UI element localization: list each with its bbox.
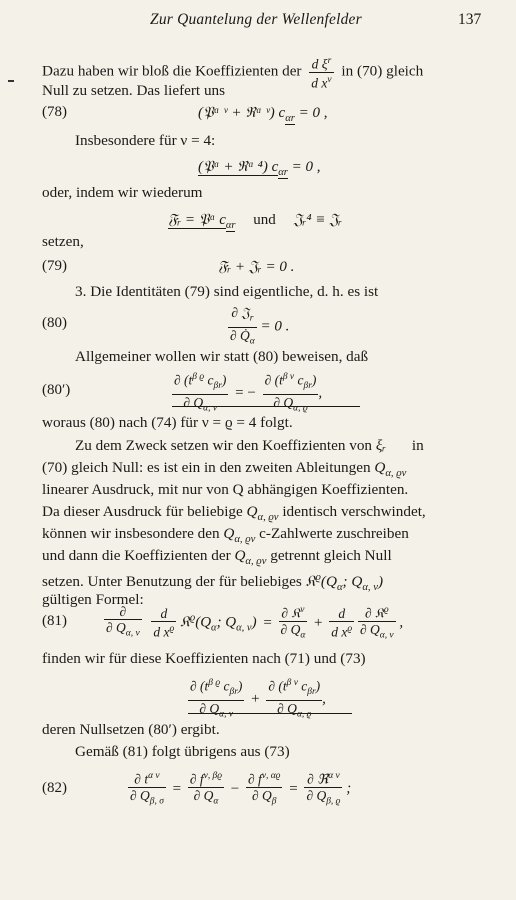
equation-number-82: (82) bbox=[42, 780, 67, 796]
text-line: setzen. Unter Benutzung der für beliebiges $𝔎^ϱ(Q_\alpha$; $Q_{\alpha, \nu}$) bbox=[42, 572, 384, 594]
text-line: finden wir für diese Koeffizienten nach (71) und (73) bbox=[42, 650, 366, 667]
text-line: gültigen Formel: bbox=[42, 591, 144, 608]
equation-82: $\frac{\partial t^{\alpha \nu}}{\partial Q_{\beta, \sigma}}$ = $\frac{\partial f^{\nu, \beta ϱ}}{\partial Q_\alpha}$ − $\frac{\partial f^{\nu, \alpha ϱ}}{\partial Q_\beta}$ = $\frac{\partial ℜ^{\alpha \nu}}{\partial Q_{\beta, ϱ}}$ ; bbox=[128, 769, 351, 809]
text-line: Gemäß (81) folgt übrigens aus (73) bbox=[75, 743, 290, 760]
text-line: setzen, bbox=[42, 233, 84, 250]
equation-79: 𝔉ᵣ + 𝔍ᵣ = 0 . bbox=[218, 259, 295, 275]
equation-number-80: (80) bbox=[42, 315, 67, 331]
running-header-title: Zur Quantelung der Wellenfelder bbox=[150, 11, 362, 28]
text-line: deren Nullsetzen (80′) ergibt. bbox=[42, 721, 220, 738]
underline-rule bbox=[172, 406, 360, 407]
text-line: linearer Ausdruck, mit nur von Q abhängigen Koeffizienten. bbox=[42, 481, 409, 498]
equation-coefficients: $\frac{\partial (t^{\beta ϱ} c_{\beta r})}{\partial Q_{\alpha, \nu}}$ + $\frac{\partial (t^{\beta \nu} c_{\beta r})}{\partial Q_{\alpha, ϱ}}$ , bbox=[188, 676, 326, 723]
text-line: und dann die Koeffizienten der $Q_{\alpha, ϱ\nu}$ getrennt gleich Null bbox=[42, 547, 392, 568]
fraction-d-xi-over-dx: $\frac{d \xi^r}{d x^\nu}$ bbox=[311, 56, 332, 90]
page-number: 137 bbox=[458, 11, 482, 28]
equation-number-79: (79) bbox=[42, 258, 67, 274]
equation-number-81: (81) bbox=[42, 613, 67, 629]
text-line: Zu dem Zweck setzen wir den Koeffizienten von ξᵣ in bbox=[75, 437, 424, 454]
text-line: oder, indem wir wiederum bbox=[42, 184, 203, 201]
text-line: können wir insbesondere den $Q_{\alpha, ϱ\nu}$ c-Zahlwerte zuschreiben bbox=[42, 525, 409, 546]
text-line: Da dieser Ausdruck für beliebige $Q_{\alpha, ϱ\nu}$ identisch verschwindet, bbox=[42, 503, 426, 524]
equation-definition: 𝔉ᵣ = 𝔓ᵅ $c_{\alpha r}$ und 𝔍ᵣ⁴ ≡ 𝔍ᵣ bbox=[168, 212, 343, 231]
text-line: 3. Die Identitäten (79) sind eigentliche, d. h. es ist bbox=[75, 283, 379, 300]
underline-rule bbox=[188, 713, 352, 714]
equation-78: (𝔓ᵅ ᵛ + ℜᵅ ᵛ) $c_{\alpha r} = 0$ , bbox=[198, 105, 328, 124]
text-line: Allgemeiner wollen wir statt (80) beweisen, daß bbox=[75, 348, 369, 365]
equation-80-prime: $\frac{\partial (t^{\beta ϱ} c_{\beta r})}{\partial Q_{\alpha, \nu}}$ = − $\frac{\partial (t^{\beta \nu} c_{\beta r})}{\partial Q_{\alpha, ϱ}}$ , bbox=[172, 370, 322, 417]
margin-mark bbox=[8, 80, 14, 82]
equation-81: $\frac{\partial}{\partial Q_{\alpha, \nu}}$ $\frac{d}{d x^ϱ}$ $𝔎^ϱ(Q_\alpha$; $Q_{\alpha, \nu}$) = $\frac{\partial 𝔎^\nu}{\partial Q_\alpha}$ + $\frac{d}{d x^ϱ}$ $\frac{\partial 𝔎^ϱ}{\partial Q_{\alpha, \nu}}$ , bbox=[104, 603, 403, 643]
equation-80: $\frac{\partial 𝔍_r}{\partial Q̇_\alpha}$ = 0 . bbox=[228, 305, 289, 349]
text-line: Null zu setzen. Das liefert uns bbox=[42, 82, 226, 99]
equation-number-78: (78) bbox=[42, 104, 67, 120]
text-line: woraus (80) nach (74) für ν = ϱ = 4 folgt. bbox=[42, 414, 293, 431]
equation-nu-4: (𝔓ᵅ + ℜᵅ ⁴) $c_{\alpha r} = 0$ , bbox=[198, 159, 321, 178]
text-line: Dazu haben wir bloß die Koeffizienten der $\frac{d \xi^r}{d x^\nu}$ in (70) gleich bbox=[42, 56, 424, 90]
equation-number-80-prime: (80′) bbox=[42, 382, 71, 398]
text-line: Insbesondere für ν = 4: bbox=[75, 132, 216, 149]
text-line: (70) gleich Null: es ist ein in den zweiten Ableitungen $Q_{\alpha, ϱ\nu}$ bbox=[42, 459, 407, 480]
